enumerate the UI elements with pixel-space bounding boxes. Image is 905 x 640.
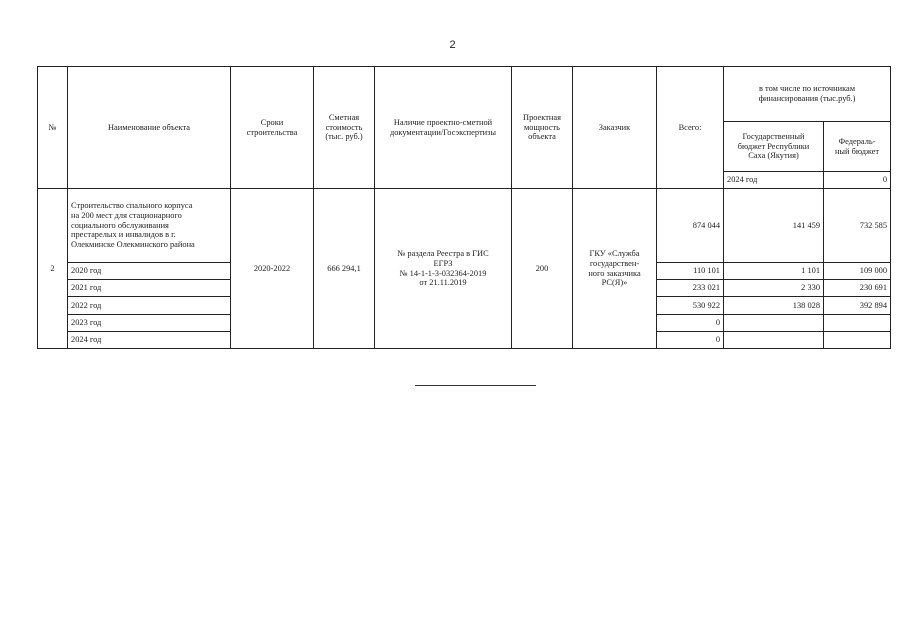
footer-separator-line <box>415 385 536 386</box>
header-state-budget: Государственный бюджет Республики Саха (Якутия) <box>724 122 824 172</box>
year-state <box>724 315 824 332</box>
year-label: 2024 год <box>724 172 824 189</box>
project-documentation: № раздела Реестра в ГИС ЕГРЗ № 14-1-1-3-032364-2019 от 21.11.2019 <box>375 189 512 349</box>
year-total: 530 922 <box>657 297 724 315</box>
header-funding-sources: в том числе по источникам финансирования (тыс.руб.) <box>724 67 891 122</box>
header-construction-period: Сроки строительства <box>231 67 314 189</box>
year-federal: 392 894 <box>824 297 891 315</box>
header-object-name: Наименование объекта <box>68 67 231 189</box>
project-federal: 732 585 <box>824 189 891 263</box>
year-state <box>724 332 824 349</box>
header-design-capacity: Проектная мощность объекта <box>512 67 573 189</box>
year-federal: 109 000 <box>824 263 891 280</box>
year-federal <box>824 315 891 332</box>
year-state: 1 101 <box>724 263 824 280</box>
header-project-documentation: Наличие проектно-сметной документации/Госэкспертизы <box>375 67 512 189</box>
year-total: 0 <box>657 315 724 332</box>
projects-table <box>37 66 891 349</box>
project-name: Строительство спального корпуса на 200 мест для стационарного социального обслуживания престарелых и инвалидов в г. Олекминске Олекминского района <box>68 189 231 263</box>
header-total: Всего: <box>657 67 724 189</box>
year-label: 2020 год <box>68 263 231 280</box>
project-total: 874 044 <box>657 189 724 263</box>
project-period: 2020-2022 <box>231 189 314 349</box>
page-number: 2 <box>449 39 456 51</box>
year-federal <box>824 332 891 349</box>
header-customer: Заказчик <box>573 67 657 189</box>
header-estimated-cost: Сметная стоимость (тыс. руб.) <box>314 67 375 189</box>
project-customer: ГКУ «Служба государствен- ного заказчика РС(Я)» <box>573 189 657 349</box>
year-label: 2022 год <box>68 297 231 315</box>
year-total: 0 <box>657 332 724 349</box>
year-total: 233 021 <box>657 280 724 297</box>
year-label: 2021 год <box>68 280 231 297</box>
year-state: 138 028 <box>724 297 824 315</box>
header-number: № <box>38 67 68 189</box>
year-label: 2023 год <box>68 315 231 332</box>
year-total: 110 101 <box>657 263 724 280</box>
header-federal-budget: Федераль- ный бюджет <box>824 122 891 172</box>
project-state: 141 459 <box>724 189 824 263</box>
project-cost: 666 294,1 <box>314 189 375 349</box>
table-row <box>38 189 891 263</box>
year-state: 2 330 <box>724 280 824 297</box>
year-total: 0 <box>824 172 891 189</box>
year-label: 2024 год <box>68 332 231 349</box>
year-federal: 230 691 <box>824 280 891 297</box>
project-capacity: 200 <box>512 189 573 349</box>
project-number: 2 <box>38 189 68 349</box>
